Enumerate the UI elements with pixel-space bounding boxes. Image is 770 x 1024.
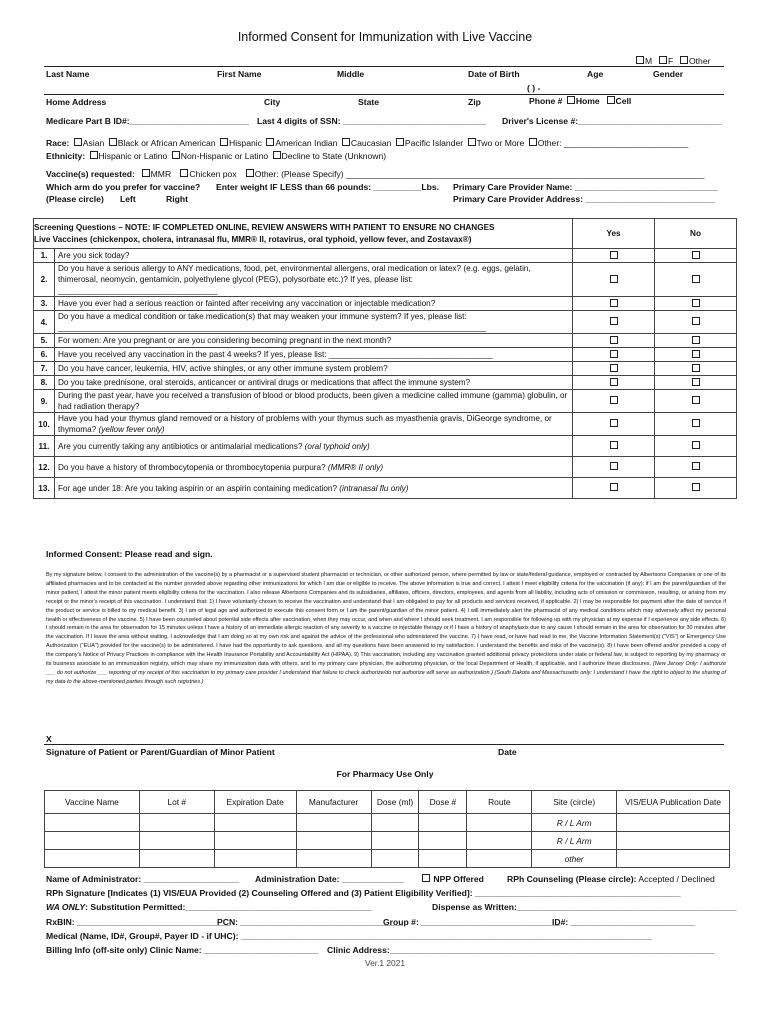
question-number: 9. <box>34 390 55 413</box>
pharmacy-row <box>45 814 730 832</box>
question-number: 8. <box>34 376 55 390</box>
pharmacy-cell[interactable] <box>139 850 214 868</box>
yes-cell <box>573 376 655 390</box>
no-checkbox[interactable] <box>692 364 700 372</box>
no-checkbox[interactable] <box>692 350 700 358</box>
pharmacy-cell[interactable] <box>214 814 296 832</box>
yes-checkbox[interactable] <box>610 419 618 427</box>
state-label: State <box>358 97 380 107</box>
race-option: Asian <box>82 138 105 148</box>
race-pacific-islander-checkbox[interactable] <box>396 138 404 146</box>
phone-format: ( ) - <box>527 83 541 93</box>
no-cell <box>655 390 737 413</box>
vaccine-mmr-label: MMR <box>150 169 172 179</box>
city-label: City <box>264 97 281 107</box>
screening-question-row <box>34 334 737 348</box>
pharmacy-cell[interactable] <box>617 814 730 832</box>
pcn-field[interactable]: PCN: __________________________________ <box>217 917 403 927</box>
pharmacy-cell[interactable] <box>296 850 371 868</box>
pharmacy-cell[interactable] <box>139 832 214 850</box>
phone-home-checkbox[interactable] <box>567 96 575 104</box>
pharmacy-column-header: Vaccine Name <box>45 791 140 814</box>
pharmacy-cell[interactable] <box>45 832 140 850</box>
weight-field[interactable]: Enter weight IF LESS than 66 pounds: __________Lbs. <box>216 182 440 192</box>
question-text: Do you have cancer, leukemia, HIV, active shingles, or any other immune system problem? <box>58 364 388 373</box>
name-line <box>44 66 724 67</box>
pharmacy-column-header: Dose # <box>419 791 467 814</box>
question-text-cell <box>55 362 573 376</box>
yes-cell <box>573 390 655 413</box>
pharmacy-cell[interactable] <box>371 814 419 832</box>
zip-label: Zip <box>468 97 481 107</box>
question-text-cell <box>55 263 573 297</box>
question-text: For age under 18: Are you taking aspirin or an aspirin containing medication? <box>58 483 337 493</box>
pharmacy-column-header: Site (circle) <box>532 791 617 814</box>
site-cell[interactable]: R / L Arm <box>532 814 617 832</box>
rph-signature-field[interactable]: RPh Signature [Indicates (1) VIS/EUA Provided (2) Counseling Offered and (3) Patient Eligibility Verified]: ___________________________________________ <box>46 888 681 898</box>
phone-cell-checkbox[interactable] <box>607 96 615 104</box>
gender-f-checkbox[interactable] <box>659 56 667 64</box>
ethnicity-row <box>46 151 386 161</box>
group-field[interactable]: Group #: _____________________________ <box>383 917 560 927</box>
question-number: 4. <box>34 311 55 334</box>
race-option: Two or More <box>476 138 525 148</box>
question-number: 1. <box>34 249 55 263</box>
no-column-header: No <box>655 219 737 249</box>
page-title: Informed Consent for Immunization with Live Vaccine <box>237 30 533 44</box>
pharmacy-cell[interactable] <box>419 814 467 832</box>
ethnicity-option: Non-Hispanic or Latino <box>180 151 269 161</box>
screening-question-row <box>34 311 737 334</box>
rph-counseling <box>507 874 715 884</box>
phone-label: Phone # <box>529 96 563 106</box>
question-number: 13. <box>34 478 55 499</box>
question-text-cell <box>55 249 573 263</box>
no-checkbox[interactable] <box>692 441 700 449</box>
pharmacy-title: For Pharmacy Use Only <box>336 769 434 779</box>
last-name-label: Last Name <box>46 69 90 79</box>
ethnicity-non-hispanic-checkbox[interactable] <box>172 151 180 159</box>
pharmacy-cell[interactable] <box>617 832 730 850</box>
wa-only-label: WA ONLY <box>46 902 86 912</box>
question-text: Do you take prednisone, oral steroids, anticancer or antiviral drugs or medications that affect the immune system? <box>58 378 471 387</box>
question-text: For women: Are you pregnant or are you considering becoming pregnant in the next month? <box>58 336 392 345</box>
screening-question-row <box>34 413 737 436</box>
pharmacy-cell[interactable] <box>419 832 467 850</box>
yes-checkbox[interactable] <box>610 483 618 491</box>
no-checkbox[interactable] <box>692 396 700 404</box>
no-checkbox[interactable] <box>692 251 700 259</box>
question-text: Are you sick today? <box>58 251 130 260</box>
npp-offered-label: NPP Offered <box>433 874 484 884</box>
no-checkbox[interactable] <box>692 419 700 427</box>
question-number: 2. <box>34 263 55 297</box>
no-cell <box>655 478 737 499</box>
vaccine-other-checkbox[interactable] <box>246 169 254 177</box>
no-cell <box>655 311 737 334</box>
pharmacy-cell[interactable] <box>296 832 371 850</box>
race-black-checkbox[interactable] <box>109 138 117 146</box>
arm-left-option[interactable]: Left <box>120 194 136 204</box>
yes-checkbox[interactable] <box>610 275 618 283</box>
rph-counseling-label: RPh Counseling (Please circle): <box>507 874 637 884</box>
signature-x: X <box>46 734 52 744</box>
yes-cell <box>573 263 655 297</box>
vaccine-mmr-checkbox[interactable] <box>142 169 150 177</box>
pharmacy-cell[interactable] <box>214 832 296 850</box>
gender-other-checkbox[interactable] <box>680 56 688 64</box>
screening-question-row <box>34 457 737 478</box>
screening-question-row <box>34 297 737 311</box>
question-note: (intranasal flu only) <box>339 483 409 493</box>
pcp-name-field[interactable]: Primary Care Provider Name: ______________________________ <box>453 182 719 192</box>
pharmacy-cell[interactable] <box>214 850 296 868</box>
rph-counseling-options[interactable]: Accepted / Declined <box>638 874 715 884</box>
no-cell <box>655 297 737 311</box>
pharmacy-cell[interactable] <box>139 814 214 832</box>
vaccine-chickenpox-checkbox[interactable] <box>180 169 188 177</box>
question-text: Are you currently taking any antibiotics or antimalarial medications? <box>58 441 303 451</box>
no-checkbox[interactable] <box>692 275 700 283</box>
pharmacy-column-header: VIS/EUA Publication Date <box>617 791 730 814</box>
yes-checkbox[interactable] <box>610 350 618 358</box>
yes-cell <box>573 436 655 457</box>
yes-cell <box>573 297 655 311</box>
no-cell <box>655 376 737 390</box>
pharmacy-cell[interactable] <box>296 814 371 832</box>
pharmacy-cell[interactable] <box>371 832 419 850</box>
question-note: (yellow fever only) <box>98 425 165 434</box>
race-option: American Indian <box>275 138 338 148</box>
npp-offered-checkbox[interactable] <box>422 874 430 882</box>
pharmacy-cell[interactable] <box>467 850 532 868</box>
no-checkbox[interactable] <box>692 483 700 491</box>
vaccine-other-label[interactable]: Other: (Please Specify) ___________________________________________________________________________ <box>254 169 705 179</box>
yes-cell <box>573 311 655 334</box>
question-note: (oral typhoid only) <box>304 441 370 451</box>
no-checkbox[interactable] <box>692 336 700 344</box>
screening-question-row <box>34 348 737 362</box>
question-text: Do you have a medical condition or take medication(s) that may weaken your immune system? If yes, please list: ______________________________________________________________________________________________ <box>58 312 487 332</box>
pharmacy-cell[interactable] <box>467 814 532 832</box>
pharmacy-row <box>45 850 730 868</box>
yes-cell <box>573 249 655 263</box>
pharmacy-cell[interactable] <box>371 850 419 868</box>
no-checkbox[interactable] <box>692 378 700 386</box>
yes-cell <box>573 457 655 478</box>
no-cell <box>655 334 737 348</box>
question-number: 3. <box>34 297 55 311</box>
license-field[interactable]: Driver's License #:______________________________ <box>502 116 722 126</box>
phone-home-label: Home <box>575 96 600 106</box>
gender-options <box>634 56 710 66</box>
yes-checkbox[interactable] <box>610 336 618 344</box>
screening-question-row <box>34 362 737 376</box>
question-note: (MMR® II only) <box>327 462 384 472</box>
yes-checkbox[interactable] <box>610 396 618 404</box>
yes-cell <box>573 334 655 348</box>
no-checkbox[interactable] <box>692 462 700 470</box>
arm-circle-instruction: (Please circle) <box>46 194 104 204</box>
gender-m-label: M <box>645 56 653 66</box>
screening-question-row <box>34 436 737 457</box>
pcp-address-field[interactable]: Primary Care Provider Address: ___________________________ <box>453 194 715 204</box>
race-other-checkbox[interactable] <box>529 138 537 146</box>
dispense-as-written-field[interactable]: Dispense as Written:______________________________________________ <box>432 902 737 912</box>
arm-right-option[interactable]: Right <box>166 194 188 204</box>
yes-cell <box>573 478 655 499</box>
pharmacy-cell[interactable] <box>45 850 140 868</box>
vaccine-requested-row <box>46 169 704 179</box>
no-checkbox[interactable] <box>692 299 700 307</box>
question-text: Have you received any vaccination in the past 4 weeks? If yes, please list: ____________________________________ <box>58 350 493 359</box>
pharmacy-row <box>45 832 730 850</box>
question-number: 6. <box>34 348 55 362</box>
no-cell <box>655 413 737 436</box>
race-row <box>46 138 688 148</box>
clinic-address-field[interactable]: Clinic Address:____________________________________________________________________ <box>327 945 715 955</box>
no-cell <box>655 457 737 478</box>
question-text: Have you ever had a serious reaction or fainted after receiving any vaccination or injectable medication? <box>58 299 436 308</box>
screening-question-row <box>34 263 737 297</box>
race-asian-checkbox[interactable] <box>74 138 82 146</box>
ethnicity-option: Hispanic or Latino <box>98 151 168 161</box>
first-name-label: First Name <box>217 69 262 79</box>
arm-question: Which arm do you prefer for vaccine? <box>46 182 201 192</box>
site-cell[interactable]: other <box>532 850 617 868</box>
screening-header <box>34 219 573 249</box>
dob-label: Date of Birth <box>468 69 520 79</box>
pharmacy-column-header: Lot # <box>139 791 214 814</box>
screening-table <box>33 218 737 499</box>
question-text-cell <box>55 457 573 478</box>
yes-cell <box>573 362 655 376</box>
age-label: Age <box>587 69 604 79</box>
version-label: Ver.1 2021 <box>364 958 406 968</box>
signature-date-label: Date <box>498 747 517 757</box>
question-text-cell <box>55 297 573 311</box>
phone-cell-label: Cell <box>615 96 632 106</box>
ethnicity-decline-checkbox[interactable] <box>273 151 281 159</box>
wa-substitution <box>46 902 372 912</box>
medical-field[interactable]: Medical (Name, ID#, Group#, Payer ID - if UHC): ______________________________________________________________________________________ <box>46 931 652 941</box>
yes-checkbox[interactable] <box>610 317 618 325</box>
consent-title: Informed Consent: Please read and sign. <box>46 549 213 559</box>
vaccine-requested-label: Vaccine(s) requested: <box>46 169 135 179</box>
consent-state-notice: (New Jersey Only: I authorize ___ do not authorize ___ reporting of my receipt of this vaccination to my primary care provider I understand that failure to check authorize/do not authorize will serve as authorization.) (South Dakota and Massachusetts only: I understand I have the right to object to the sharing of my data to the above-mentioned parties through such registries.) <box>46 661 727 685</box>
question-number: 7. <box>34 362 55 376</box>
home-address-label: Home Address <box>46 97 107 107</box>
yes-cell <box>573 348 655 362</box>
question-number: 11. <box>34 436 55 457</box>
no-cell <box>655 362 737 376</box>
no-cell <box>655 348 737 362</box>
pharmacy-column-header: Manufacturer <box>296 791 371 814</box>
yes-cell <box>573 413 655 436</box>
yes-checkbox[interactable] <box>610 441 618 449</box>
vaccine-chickenpox-label: Chicken pox <box>189 169 237 179</box>
gender-label: Gender <box>653 69 684 79</box>
race-option: Hispanic <box>229 138 262 148</box>
administration-date-field[interactable]: Administration Date: _____________ <box>255 874 405 884</box>
screening-question-row <box>34 478 737 499</box>
question-number: 10. <box>34 413 55 436</box>
yes-checkbox[interactable] <box>610 251 618 259</box>
race-option: Caucasian <box>350 138 392 148</box>
consent-text: By my signature below, I consent to the administration of the vaccine(s) by a pharmacist or a supervised student pharmacist or technician, or other authorized person, where permitted by law or state/federal guidance, employed or contracted by Albertsons Companies or one of its affiliated pharmacies and to be contacted at the number provided above regarding other immunizations for which I am due or eligible to receive. The above information is true and correct. I attest I meet eligibility criteria for the vaccination (if any); if I am the parent/guardian of the minor patient, I attest the minor patient meets eligibility criteria for the vaccination. I also release Albertsons Companies and its subsidiaries, affiliates, officers, directors, employees, and agents from all liability, including acts of omission or commission, resulting, or arising from my receipt or the minor's receipt of this vaccination. I understand that: 1) I have voluntarily chosen to receive the vaccination and understand that I am obligated to pay for all products and services received, if applicable. 2) I may be responsible for payment after the date of service if the product or service is billed to my medical benefit. 3) I am of legal age and authorized to execute this consent form or I am the parent/guardian of the minor patient. 4) I will immediately alert the pharmacist of any medical conditions which may adversely affect my personal health or effectiveness of the vaccine. 5) I have been counseled about potential side effects after vaccination, when they may occur, and when and where I should seek treatment. I am responsible for following up with my physician at my expense if I experience any side effects. 6) I should remain in the area for observation for 15 minutes unless I have a history of an immediate allergic reaction of any severity to a vaccine or injectable therapy or if I have a history of anaphylaxis due to any cause I should remain in the area for observation for 30 minutes after the vaccination. If I leave the area without waiting, I acknowledge that I am doing so at my own risk and against the advice of the professional who administered the vaccine. 7) I have read, or have had read to me, the Vaccine Information Statement(s) ("VIS") or Emergency Use Authorization ("EUA") provided for the vaccine(s) to be administered. I have had the opportunity to ask questions, and all my questions have been answered to my satisfaction. I understand the benefits and risks of the vaccine(s). 8) I have been offered and/or provided a copy of the company's Notice of Privacy Practices in compliance with the Health Insurance Portability and Accountability Act (HIPAA). 9) This vaccination, including any vaccination granted additional privacy protections under state or federal law, is subject to reporting by my pharmacy or its business associate to an immunization registry, which may share my immunization data with others, and to my primary care physician, the authorizing physician, or the local Department of Health, if applicable, and I authorize these disclosures. <box>46 572 726 668</box>
pharmacy-cell[interactable] <box>45 814 140 832</box>
question-text-cell <box>55 478 573 499</box>
yes-checkbox[interactable] <box>610 364 618 372</box>
question-text: Do you have a serious allergy to ANY medications, food, pet, environmental allergens, oral medication or latex? (e.g. eggs, gelatin, thimerosal, neomycin, gentamicin, polyethylene glycol (PEG), polysorbate etc.)? If yes, please list: ___________________________________ <box>58 264 531 295</box>
site-cell[interactable]: R / L Arm <box>532 832 617 850</box>
gender-other-label: Other <box>688 56 711 66</box>
pharmacy-cell[interactable] <box>467 832 532 850</box>
race-hispanic-checkbox[interactable] <box>220 138 228 146</box>
yes-column-header: Yes <box>573 219 655 249</box>
ethnicity-hispanic-checkbox[interactable] <box>90 151 98 159</box>
ssn-field[interactable]: Last 4 digits of SSN: ______________________________ <box>257 116 487 126</box>
phone-type <box>529 96 631 106</box>
consent-body <box>46 571 726 687</box>
address-line <box>44 94 724 95</box>
yes-checkbox[interactable] <box>610 299 618 307</box>
question-number: 12. <box>34 457 55 478</box>
yes-checkbox[interactable] <box>610 462 618 470</box>
screening-header-line2: Live Vaccines (chickenpox, cholera, intranasal flu, MMR® II, rotavirus, oral typhoid, yellow fever, and Zostavax®) <box>34 234 472 244</box>
question-text: During the past year, have you received a transfusion of blood or blood products, been given a medicine called immune (gamma) globulin, or had radiation therapy? <box>58 391 568 411</box>
signature-label: Signature of Patient or Parent/Guardian of Minor Patient <box>46 747 275 757</box>
administrator-name-field[interactable]: Name of Administrator: ____________________ <box>46 874 240 884</box>
pharmacy-column-header: Route <box>467 791 532 814</box>
medicare-field[interactable]: Medicare Part B ID#:_________________________ <box>46 116 250 126</box>
race-two-or-more-checkbox[interactable] <box>468 138 476 146</box>
rxbin-field[interactable]: RxBIN: ________________________________ <box>46 917 230 927</box>
race-label: Race: <box>46 138 70 148</box>
pharmacy-column-header: Expiration Date <box>214 791 296 814</box>
no-cell <box>655 263 737 297</box>
no-checkbox[interactable] <box>692 317 700 325</box>
race-option: Pacific Islander <box>404 138 464 148</box>
question-text: Do you have a history of thrombocytopenia or thrombocytopenia purpura? <box>58 462 326 472</box>
yes-checkbox[interactable] <box>610 378 618 386</box>
question-text-cell <box>55 390 573 413</box>
pharmacy-cell[interactable] <box>419 850 467 868</box>
npp-offered <box>420 874 484 884</box>
question-text-cell <box>55 376 573 390</box>
screening-header-line1: Screening Questions – NOTE: IF COMPLETED ONLINE, REVIEW ANSWERS WITH PATIENT TO ENSURE NO CHANGES <box>34 222 495 232</box>
gender-m-checkbox[interactable] <box>636 56 644 64</box>
gender-f-label: F <box>667 56 674 66</box>
race-caucasian-checkbox[interactable] <box>342 138 350 146</box>
question-text-cell <box>55 311 573 334</box>
race-american-indian-checkbox[interactable] <box>266 138 274 146</box>
no-cell <box>655 436 737 457</box>
question-text-cell <box>55 334 573 348</box>
pharmacy-column-header: Dose (ml) <box>371 791 419 814</box>
pharmacy-table <box>44 790 730 868</box>
question-text-cell <box>55 348 573 362</box>
signature-line[interactable] <box>44 744 724 745</box>
pharmacy-cell[interactable] <box>617 850 730 868</box>
question-text-cell <box>55 413 573 436</box>
question-number: 5. <box>34 334 55 348</box>
billing-clinic-name-field[interactable]: Billing Info (off-site only) Clinic Name: ________________________ <box>46 945 319 955</box>
no-cell <box>655 249 737 263</box>
race-option: Black or African American <box>117 138 216 148</box>
ethnicity-option: Decline to State (Unknown) <box>281 151 387 161</box>
middle-label: Middle <box>337 69 365 79</box>
question-text: Have you had your thymus gland removed or a history of problems with your thymus such as myasthenia gravis, DiGeorge syndrome, or thymoma? <box>58 414 552 434</box>
screening-question-row <box>34 376 737 390</box>
id-field[interactable]: ID#: __________________________ <box>552 917 695 927</box>
screening-question-row <box>34 390 737 413</box>
question-text-cell <box>55 436 573 457</box>
race-option: Other: __________________________ <box>537 138 689 148</box>
ethnicity-label: Ethnicity: <box>46 151 86 161</box>
screening-question-row <box>34 249 737 263</box>
substitution-field[interactable]: : Substitution Permitted:_______________________________________ <box>85 902 372 912</box>
